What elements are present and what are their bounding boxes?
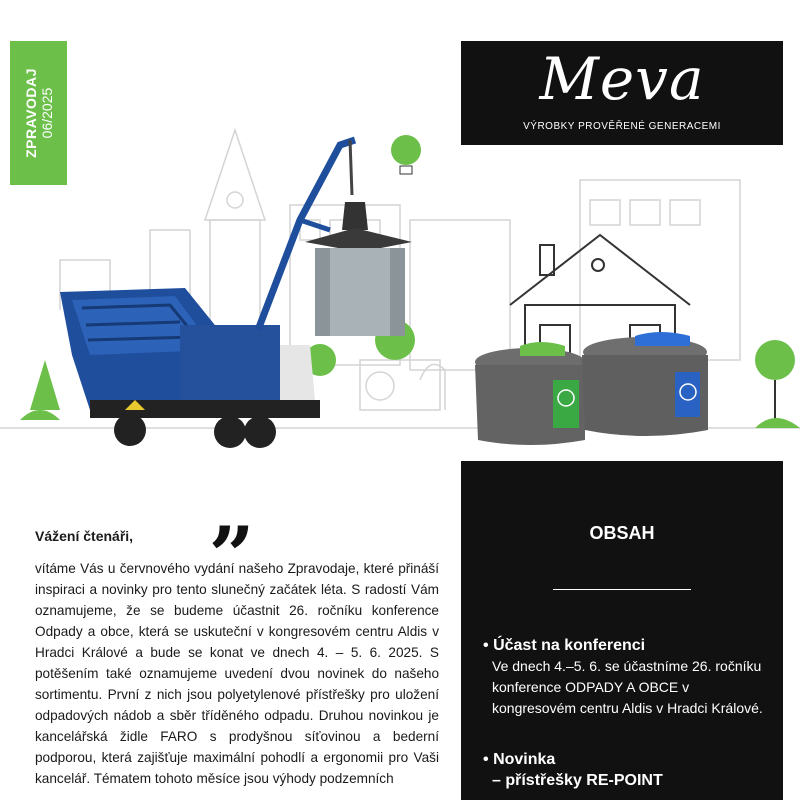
- toc-divider: [553, 589, 691, 590]
- toc-title: OBSAH: [589, 523, 655, 543]
- newsletter-issue: 06/2025: [38, 87, 55, 139]
- balloon-icon: [391, 135, 421, 174]
- bullet-icon: •: [483, 637, 489, 654]
- quote-mark: „: [210, 463, 257, 557]
- editorial-letter: [35, 528, 439, 789]
- waste-bin-blue: [582, 332, 708, 436]
- truck-image: [60, 140, 355, 448]
- toc-item-heading: Novinka: [493, 751, 556, 768]
- toc-item-heading-line2: – přístřešky RE-POINT: [492, 772, 663, 789]
- waste-bin-green: [475, 342, 585, 445]
- bullet-icon: •: [483, 751, 489, 768]
- toc-item: [483, 749, 773, 791]
- toc-item: [483, 635, 773, 719]
- toc-item-desc: Ve dnech 4.–5. 6. se účastníme 26. ročníku konference ODPADY A OBCE v kongresovém centru Aldis v Hradci Králové.: [492, 658, 763, 716]
- brand-name: Meva: [539, 45, 705, 113]
- brand-tagline: VÝROBKY PROVĚŘENÉ GENERACEMI: [523, 121, 721, 132]
- toc-item-heading: Účast na konferenci: [493, 637, 646, 654]
- hero-illustration: [0, 110, 800, 470]
- letter-body: vítáme Vás u červnového vydání našeho Zpravodaje, které přináší inspiraci a novinky pro tento slunečný začátek léta. S radostí Vám oznamujeme, že se budeme účastnit 26. ročníku konference Odpady a obce, která se uskuteční v kongresovém centru Aldis v Hradci Králové a bude se konat ve dnech 4. – 5. 6. 2025. S potěšením také oznamujeme uvedení dvou novinek do našeho sortimentu. První z nich jsou polyetylenové přístřešky pro uložení odpadových nádob a sběr tříděného odpadu. Druhou novinkou je kancelářská židle FARO s prodyšnou síťovinou a bederní podporou, která zajišťuje maximální pohodlí a ergonomii pro Vaši kancelář. Tématem tohoto měsíce jsou výhody podzemních: [35, 561, 439, 786]
- table-of-contents: [461, 461, 783, 800]
- letter-greeting: Vážení čtenáři,: [35, 528, 134, 544]
- underground-container-module: [305, 202, 412, 336]
- newsletter-title: ZPRAVODAJ: [22, 68, 39, 158]
